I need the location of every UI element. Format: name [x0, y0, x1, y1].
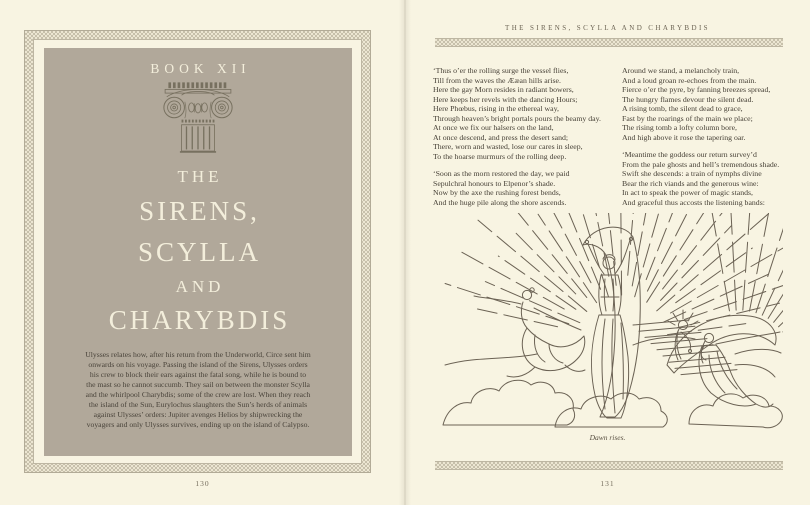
verse-line: Till from the waves the Ææan hills arise. [433, 75, 561, 85]
illustration-caption: Dawn rises. [589, 433, 626, 442]
verse-line: At once we fix our halsers on the land, [433, 123, 554, 132]
verse-line: Around we stand, a melancholy train, [622, 66, 740, 75]
chapter-title-panel [44, 48, 352, 456]
verse-line: The hungry flames devour the silent dead. [622, 94, 754, 104]
verse-line: Through heaven’s bright portals pours the beamy day. [433, 113, 601, 123]
verse-line: Here the gay Morn resides in radiant bowers, [433, 85, 574, 94]
dawn-rises-engraving [437, 213, 783, 430]
verse-line: ‘Soon as the morn restored the day, we paid [433, 169, 570, 178]
verse-line: Fierce o’er the pyre, by fanning breezes spread, [622, 85, 771, 94]
page-number-left: 130 [195, 479, 210, 488]
running-head: THE SIRENS, SCYLLA AND CHARYBDIS [505, 24, 710, 32]
verse-line: Fast by the roarings of the main we place; [622, 113, 753, 123]
page-number-right: 131 [600, 479, 615, 488]
chapter-title-line: SCYLLA [137, 237, 261, 268]
verse-line: Bear the rich viands and the generous wine: [622, 178, 759, 188]
verse-line: Here keeps her revels with the dancing Hours; [433, 94, 578, 104]
ornamental-band-bottom [435, 461, 783, 470]
verse-line: And high above it rose the tapering oar. [622, 132, 746, 142]
verse-column [622, 66, 808, 215]
verse-line: At once descend, and press the desert sand; [433, 132, 569, 142]
chapter-title-line: SIRENS, [139, 196, 260, 227]
verse-line: Sepulchral honours to Elpenor’s shade. [433, 178, 556, 188]
verse-stanza [433, 66, 623, 161]
spine-gutter [399, 0, 411, 505]
verse-line: A rising tomb, the silent dead to grace, [622, 104, 743, 113]
verse-stanza [622, 66, 808, 142]
verse-line: Swift she descends: a train of nymphs divine [622, 169, 762, 178]
figures-hours-right [667, 310, 780, 407]
verse-line: From the pale ghosts and hell’s tremendous shade. [622, 159, 780, 169]
chapter-title-line: CHARYBDIS [108, 305, 291, 336]
verse-column [433, 66, 623, 215]
verse-line: And a loud groan re-echoes from the main. [622, 75, 757, 85]
verse-line: There, worn and wasted, lose our cares in sleep, [433, 142, 583, 151]
verse-line: In act to speak the power of magic stands, [622, 188, 753, 197]
verse-line: Here Phœbus, rising in the ethereal way, [433, 104, 559, 113]
chapter-title-line: THE [177, 167, 223, 187]
verse-line: And the huge pile along the shore ascends. [433, 197, 567, 207]
verse-line: And graceful thus accosts the listening bands: [622, 197, 765, 207]
chapter-summary: Ulysses relates how, after his return from the Underworld, Circe sent him onwards on his voyage. Passing the island of the Sirens, Ulysses orders his crew to block their ears against the fatal song, while he is bound to the mast so he cannot succumb. They sail on between the monster Scylla and the whirlpool Charybdis; some of the crew are lost. When they reach the island of the Sun, Eurylochus slaughters the Sun’s herds of animals against Ulysses’ orders: Jupiter avenges Helios by shipwrecking the voyagers and only Ulysses survives, ending up on the island of Calypso. [85, 350, 311, 430]
verse-line: To the hoarse murmurs of the rolling deep. [433, 151, 567, 161]
verse-stanza [433, 169, 623, 207]
verse-line: The rising tomb a lofty column bore, [622, 123, 737, 132]
verse-line: ‘Meantime the goddess our return survey’d [622, 150, 757, 159]
figure-dawn-center [583, 227, 640, 418]
verse-line: Now by the axe the rushing forest bends, [433, 188, 561, 197]
ionic-capital-icon [148, 82, 248, 156]
verse-line: ‘Thus o’er the rolling surge the vessel flies, [433, 66, 569, 75]
book-number-label: BOOK XII [150, 61, 251, 76]
verse-stanza [622, 150, 808, 207]
chapter-title-line: AND [175, 277, 225, 297]
ornamental-band-top [435, 38, 783, 47]
